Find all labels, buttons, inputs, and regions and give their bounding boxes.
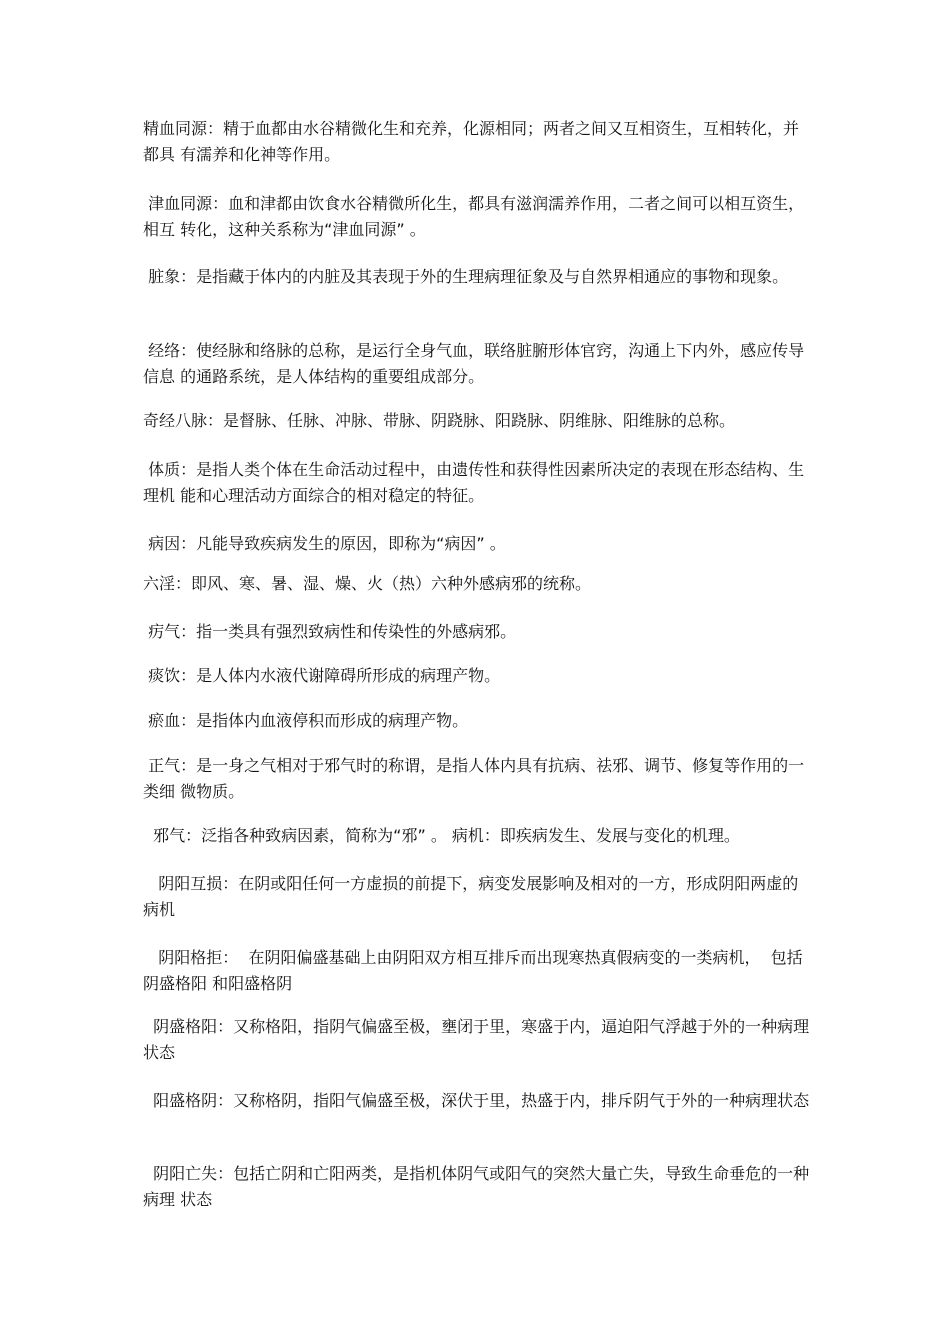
- paragraph-jinxue-tongyuan: 津血同源：血和津都由饮食水谷精微所化生，都具有滋润濡养作用，二者之间可以相互资生，相互 转化，这种关系称为“津血同源” 。: [143, 194, 805, 239]
- paragraph-yuxue: 瘀血：是指体内血液停积而形成的病理产物。: [143, 711, 469, 730]
- paragraph-jingluo: 经络：使经脉和络脉的总称，是运行全身气血，联络脏腑形体官窍，沟通上下内外，感应传导信息 的通路系统，是人体结构的重要组成部分。: [143, 341, 805, 386]
- paragraph-qijing-bamai: 奇经八脉：是督脉、任脉、冲脉、带脉、阴跷脉、阳跷脉、阴维脉、阳维脉的总称。: [143, 411, 736, 430]
- paragraph-bingyin: 病因：凡能导致疾病发生的原因，即称为“病因” 。: [143, 534, 506, 553]
- paragraph-jingxue-tongyuan: 精血同源：精于血都由水谷精微化生和充养，化源相同；两者之间又互相资生，互相转化，并都具 有濡养和化神等作用。: [143, 119, 800, 164]
- paragraph-yangsheng-geyin: 阳盛格阴：又称格阴，指阳气偏盛至极，深伏于里，热盛于内，排斥阴气于外的一种病理状态: [143, 1091, 810, 1110]
- paragraph-zhengqi: 正气：是一身之气相对于邪气时的称谓，是指人体内具有抗病、祛邪、调节、修复等作用的一类细 微物质。: [143, 756, 805, 801]
- paragraph-tanyin: 痰饮：是人体内水液代谢障碍所形成的病理产物。: [143, 666, 501, 685]
- paragraph-liuyin: 六淫：即风、寒、暑、湿、燥、火（热）六种外感病邪的统称。: [143, 574, 592, 593]
- paragraph-tizhi: 体质：是指人类个体在生命活动过程中，由遗传性和获得性因素所决定的表现在形态结构、生理机 能和心理活动方面综合的相对稳定的特征。: [143, 460, 805, 505]
- paragraph-liqi: 疠气：指一类具有强烈致病性和传染性的外感病邪。: [143, 622, 517, 641]
- paragraph-yinsheng-geyang: 阴盛格阳：又称格阳，指阴气偏盛至极，壅闭于里，寒盛于内，逼迫阳气浮越于外的一种病理状态: [143, 1017, 810, 1062]
- paragraph-yinyang-geju: 阴阳格拒： 在阴阳偏盛基础上由阴阳双方相互排斥而出现寒热真假病变的一类病机， 包括阴盛格阳 和阳盛格阴: [143, 948, 803, 993]
- paragraph-zangxiang: 脏象：是指藏于体内的内脏及其表现于外的生理病理征象及与自然界相通应的事物和现象。: [143, 267, 789, 286]
- paragraph-yinyang-wangshi: 阴阳亡失：包括亡阴和亡阳两类，是指机体阴气或阳气的突然大量亡失，导致生命垂危的一种病理 状态: [143, 1164, 810, 1209]
- paragraph-yinyang-husun: 阴阳互损：在阴或阳任何一方虚损的前提下，病变发展影响及相对的一方，形成阴阳两虚的病机: [143, 874, 799, 919]
- paragraph-xieqi-bingji: 邪气：泛指各种致病因素，简称为“邪” 。 病机：即疾病发生、发展与变化的机理。: [143, 826, 740, 845]
